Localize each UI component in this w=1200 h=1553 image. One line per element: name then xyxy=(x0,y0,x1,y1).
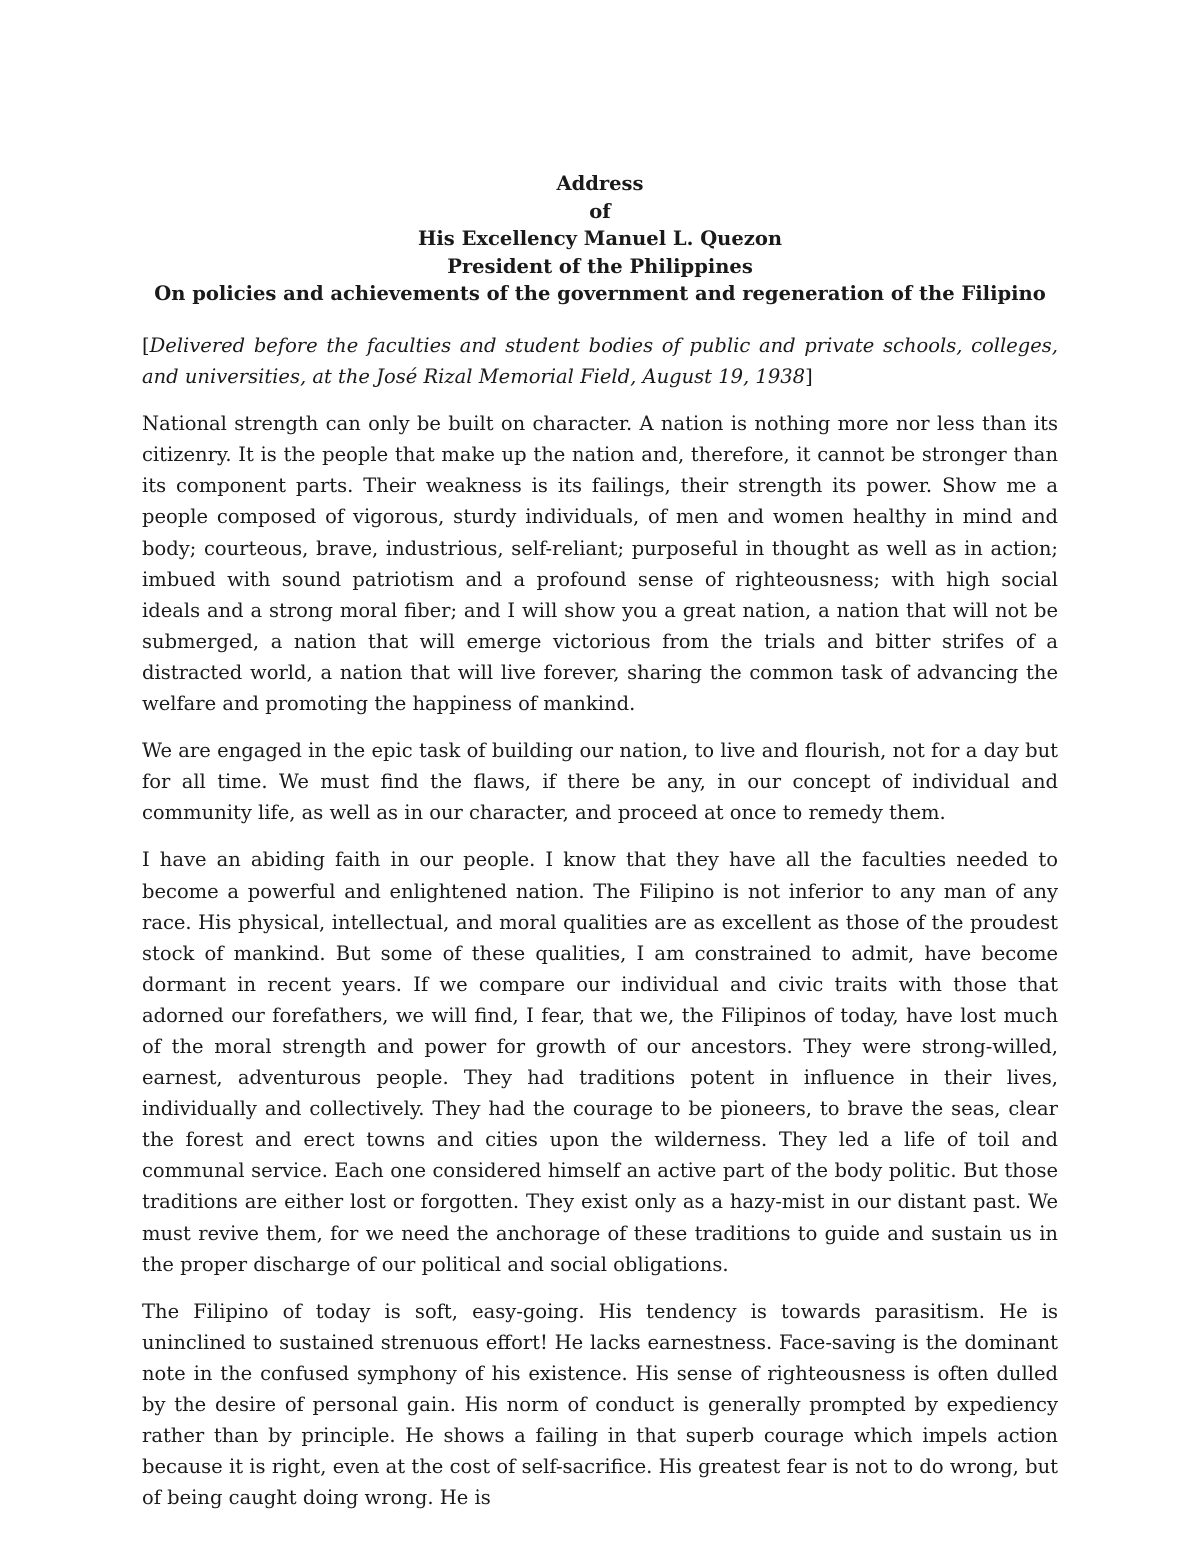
delivery-open-bracket: [ xyxy=(142,334,150,357)
heading-topic: On policies and achievements of the government and regeneration of the Filipino xyxy=(154,282,1046,305)
heading-title: President of the Philippines xyxy=(447,254,753,278)
heading-of: of xyxy=(589,199,611,223)
paragraph-3: I have an abiding faith in our people. I know that they have all the faculties needed to become a powerful and enlightened nation. The Filipino is not inferior to any man of any race. His physical, intellectual, and moral qualities are as excellent as those of the proudest stock of mankind. But some of these qualities, I am constrained to admit, have become dormant in recent years. If we compare our individual and civic traits with those that adorned our forefathers, we will find, I fear, that we, the Filipinos of today, have lost much of the moral strength and power for growth of our ancestors. They were strong-willed, earnest, adventurous people. They had traditions potent in influence in their lives, individually and collectively. They had the courage to be pioneers, to brave the seas, clear the forest and erect towns and cities upon the wilderness. They led a life of toil and communal service. Each one considered himself an active part of the body politic. But those traditions are either lost or forgotten. They exist only as a hazy-mist in our distant past. We must revive them, for we need the anchorage of these traditions to guide and sustain us in the proper discharge of our political and social obligations. xyxy=(142,848,1058,1276)
delivery-close-bracket: ] xyxy=(805,365,813,389)
delivery-note xyxy=(142,330,1058,392)
paragraph-2: We are engaged in the epic task of building our nation, to live and flourish, not for a day but for all time. We must find the flaws, if there be any, in our concept of individual and community life, as well as in our character, and proceed at once to remedy them. xyxy=(142,739,1058,825)
heading-speaker: His Excellency Manuel L. Quezon xyxy=(417,227,783,250)
paragraph-4: The Filipino of today is soft, easy-going. His tendency is towards parasitism. He is uninclined to sustained strenuous effort! He lacks earnestness. Face-saving is the dominant note in the confused symphony of his existence. His sense of righteousness is often dulled by the desire of personal gain. His norm of conduct is generally prompted by expediency rather than by principle. He shows a failing in that superb courage which impels action because it is right, even at the cost of self-sacrifice. His greatest fear is not to do wrong, but of being caught doing wrong. He is xyxy=(142,1299,1058,1510)
document-heading xyxy=(142,170,1058,308)
paragraph-1: National strength can only be built on character. A nation is nothing more nor less than its citizenry. It is the people that make up the nation and, therefore, it cannot be stronger than its component parts. Their weakness is its failings, their strength its power. Show me a people composed of vigorous, sturdy individuals, of men and women healthy in mind and body; courteous, brave, industrious, self-reliant; purposeful in thought as well as in action; imbued with sound patriotism and a profound sense of righteousness; with high social ideals and a strong moral fiber; and I will show you a great nation, a nation that will not be submerged, a nation that will emerge victorious from the trials and bitter strifes of a distracted world, a nation that will live forever, sharing the common task of advancing the welfare and promoting the happiness of mankind. xyxy=(142,412,1058,716)
delivery-note-text: Delivered before the faculties and student bodies of public and private schools, colleges, and universities, at the José Rizal Memorial Field, August 19, 1938 xyxy=(142,334,1058,389)
heading-address: Address xyxy=(556,172,644,195)
document-body xyxy=(142,330,1058,1529)
